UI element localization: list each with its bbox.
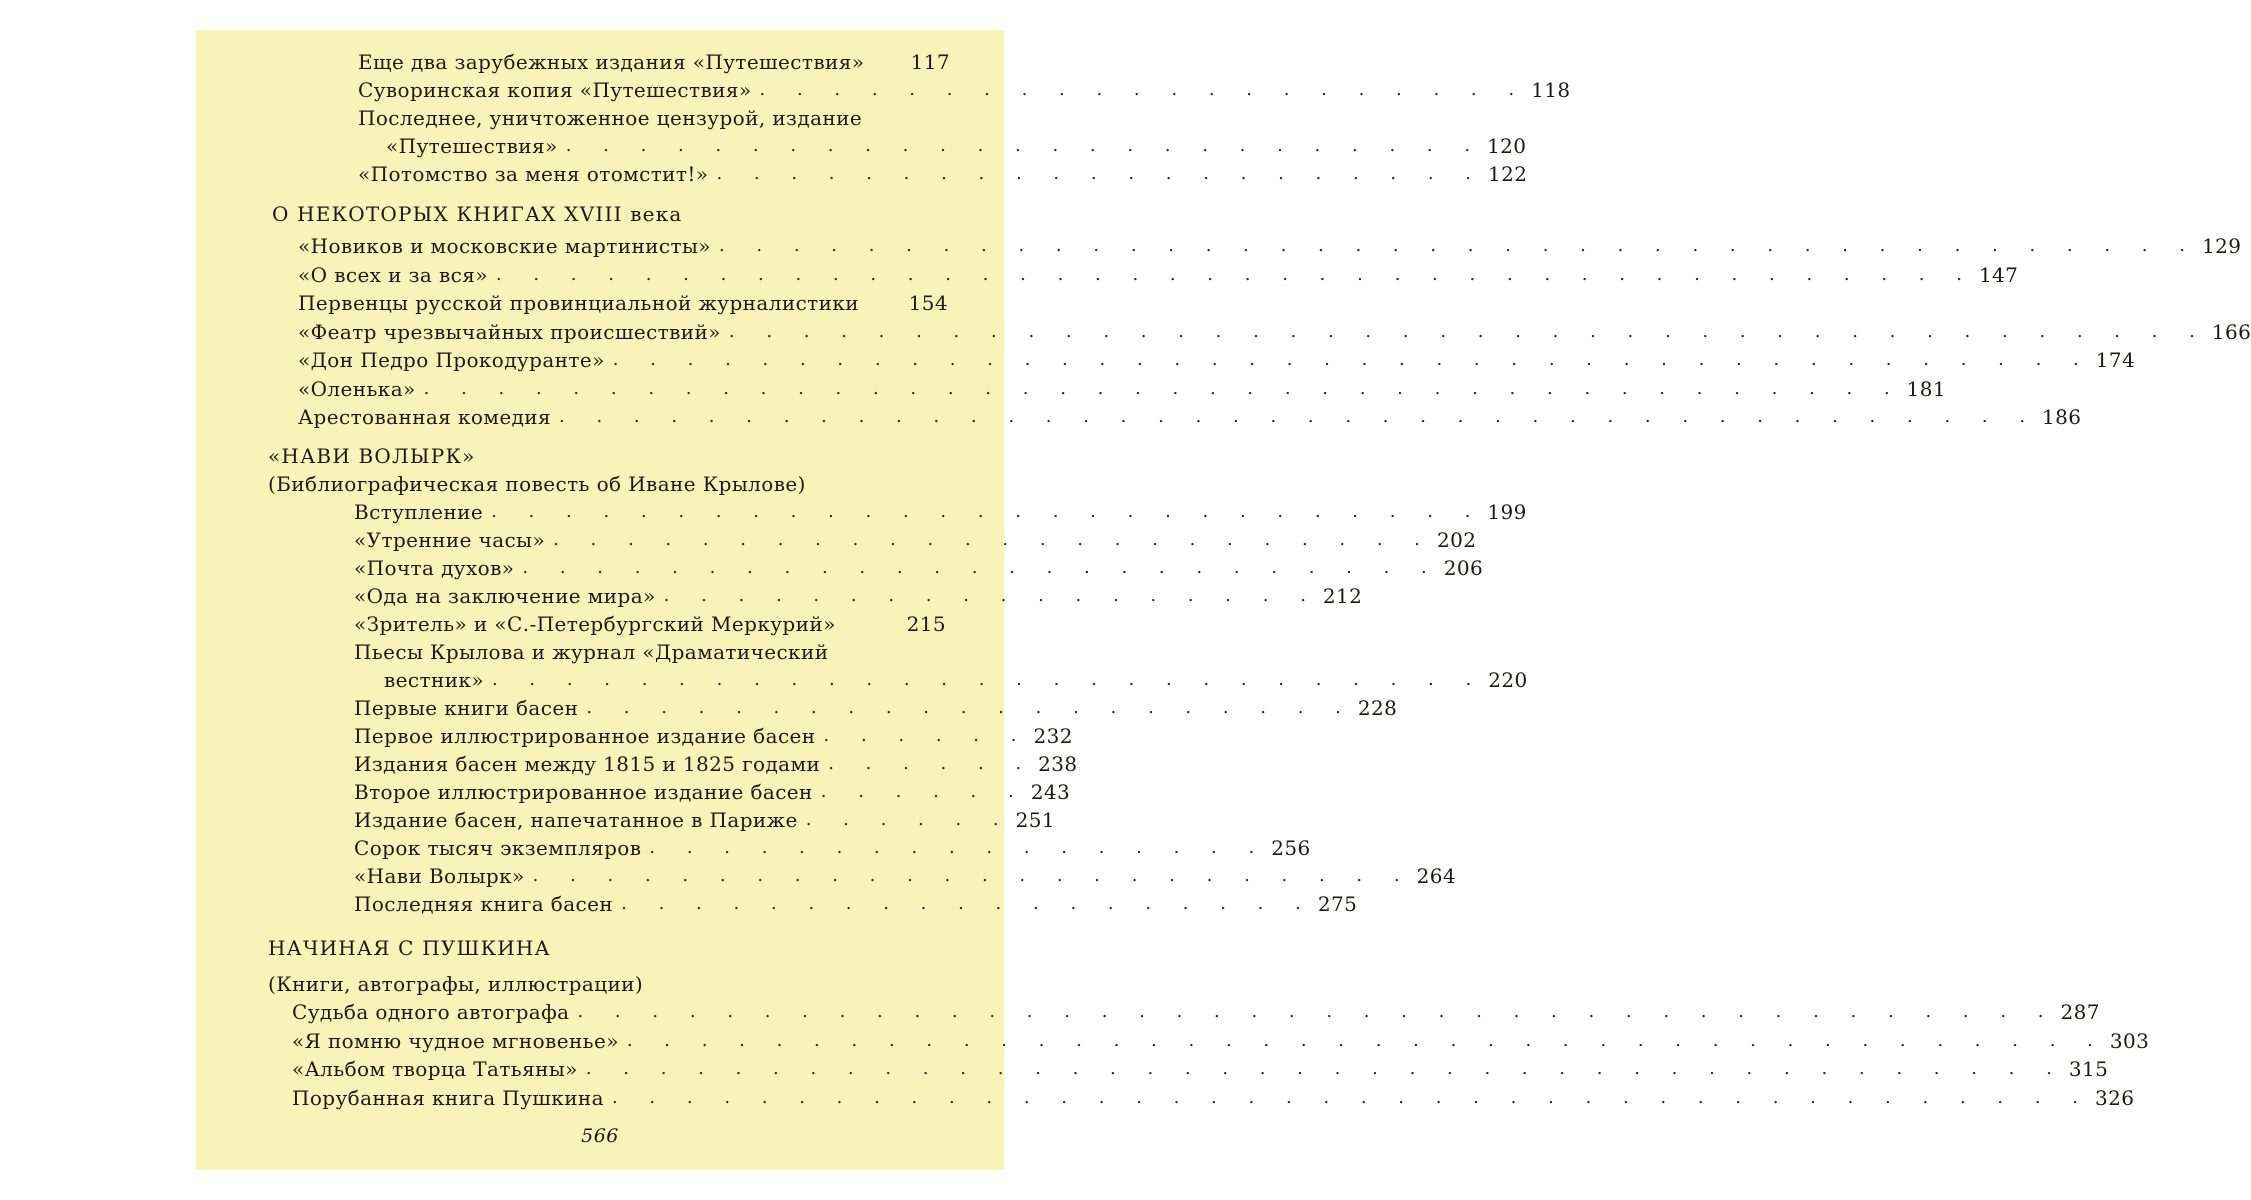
leader-dots: . . . . . . . . . . . . . . . . . . . . . . . . . . . . . . . . . . . . . . . .	[612, 349, 2092, 370]
leader-dots: . . . . . . . . . . . . . . . . . . . . . . . .	[553, 529, 1433, 550]
entry-title: «Оленька»	[298, 376, 416, 401]
section-subheading	[268, 968, 948, 996]
entry-title: Вступление	[354, 500, 484, 524]
leader-dots: . . . . . . . . . . . . . . . . . . . . . . . . . . . . . . . . . . . . . . . .	[626, 1029, 2106, 1051]
toc-entry	[358, 158, 1528, 186]
entry-title: Второе иллюстрированное издание басен	[354, 780, 813, 804]
leader-dots: . . . . . . . . . . . . . . . . . . .	[621, 893, 1314, 914]
entry-page: 215	[906, 612, 946, 636]
book-page	[196, 30, 2251, 1170]
entry-title: Суворинская копия «Путешествия»	[358, 78, 752, 102]
leader-dots: . . . . . .	[828, 753, 1035, 774]
entry-title: Пьесы Крылова и журнал «Драматический	[354, 640, 829, 664]
entry-page: 256	[1271, 836, 1311, 860]
toc-entry	[292, 1025, 2150, 1053]
entry-title: Судьба одного автографа	[292, 1000, 570, 1024]
toc-entry	[358, 46, 950, 74]
toc-entry	[354, 580, 1363, 608]
entry-page: 154	[908, 291, 948, 315]
entry-title: «Нави Волырк»	[354, 864, 525, 888]
leader-dots: . . . . . .	[823, 725, 1030, 746]
toc-entry	[354, 804, 1056, 832]
entry-title: Арестованная комедия	[298, 405, 552, 429]
entry-page: 129	[2201, 234, 2242, 258]
entry-page: 228	[1357, 696, 1398, 720]
heading-text: О НЕКОТОРЫХ КНИГАХ XVIII века	[272, 202, 683, 226]
toc-entry	[298, 230, 2242, 258]
entry-title: Еще два зарубежных издания «Путешествия»	[358, 50, 865, 74]
toc-entry	[354, 860, 1456, 888]
toc-entry	[354, 608, 946, 636]
leader-dots: . . . . . . . . . . . . . . . . . . . . . . . . . . . . . . . . . . . . . . . .	[585, 1058, 2065, 1079]
toc-entry	[292, 1082, 2135, 1110]
toc-entry-line1	[354, 636, 946, 664]
entry-page: 118	[1531, 78, 1571, 102]
leader-dots: . . . . . . . . . . . . . . . . . . . . . . . . .	[522, 557, 1440, 578]
entry-title: Порубанная книга Пушкина	[292, 1085, 604, 1110]
entry-title: «Почта духов»	[354, 556, 515, 580]
page-number: 566	[581, 1125, 619, 1147]
toc-entry-line2	[386, 130, 1527, 158]
entry-page: 287	[2060, 1000, 2100, 1024]
entry-page: 181	[1906, 376, 1947, 401]
toc-entry-line2	[384, 664, 1528, 692]
leader-dots: . . . . . . . . . . . . . . . . . . . . . . . . . . . . . . . . . . . . . . . .	[728, 320, 2208, 342]
toc-entry	[298, 287, 948, 315]
entry-title: Первенцы русской провинциальной журналистики	[298, 291, 859, 315]
toc-entry-line1	[358, 102, 950, 130]
toc-entry	[354, 692, 1398, 720]
leader-dots: . . . . . . . . . . . . . . . . . . . . . . . . . . . . . . . . . . . . . . . .	[718, 235, 2198, 256]
entry-page: 238	[1038, 752, 1078, 776]
toc-entry	[354, 748, 1078, 776]
leader-dots: . . . . . .	[820, 781, 1027, 802]
toc-entry	[292, 996, 2100, 1024]
entry-page: 315	[2068, 1057, 2109, 1081]
leader-dots: . . . . . .	[805, 809, 1012, 830]
toc-entry	[354, 552, 1484, 580]
toc-entry	[298, 373, 1947, 401]
toc-entry	[354, 524, 1477, 552]
subheading-text: (Книги, автографы, иллюстрации)	[268, 972, 644, 996]
leader-dots: . . . . . . . . . . . . . . . . . . . . . . . . . . . . . . . . . . . . . . . .	[577, 1001, 2057, 1022]
entry-page: 303	[2109, 1028, 2150, 1053]
entry-title: Последнее, уничтоженное цензурой, издание	[358, 106, 863, 130]
toc-entry	[358, 74, 1571, 102]
entry-title: Издание басен, напечатанное в Париже	[354, 808, 798, 832]
leader-dots: . . . . . . . . . . . . . . . . . .	[663, 585, 1319, 606]
entry-page: 122	[1488, 162, 1528, 186]
section-heading	[268, 440, 948, 468]
toc-entry	[354, 720, 1073, 748]
entry-page: 212	[1322, 584, 1363, 608]
entry-page: 202	[1437, 528, 1477, 552]
entry-page: 199	[1487, 500, 1527, 524]
toc-entry	[354, 832, 1311, 860]
entry-page: 264	[1416, 864, 1456, 888]
entry-title: «Ода на заключение мира»	[354, 584, 656, 608]
leader-dots: . . . . . . . . . . . . . . . . . . . . . . . . . . . . . . . . . . . . . . . .	[495, 263, 1975, 285]
entry-page: 166	[2211, 319, 2251, 344]
entry-page: 243	[1030, 780, 1071, 804]
entry-title: вестник»	[384, 668, 484, 692]
entry-page: 220	[1488, 668, 1528, 692]
entry-title: «Альбом творца Татьяны»	[292, 1057, 578, 1081]
toc-entry	[298, 316, 2251, 344]
entry-page: 117	[910, 50, 950, 74]
toc-entry	[298, 259, 2019, 287]
section-heading	[268, 932, 948, 960]
entry-page: 186	[2042, 405, 2082, 429]
heading-text: НАЧИНАЯ С ПУШКИНА	[268, 936, 551, 960]
entry-title: «Зритель» и «С.-Петербургский Меркурий»	[354, 612, 836, 636]
entry-title: Первое иллюстрированное издание басен	[354, 724, 816, 748]
entry-title: «Потомство за меня отомстит!»	[358, 162, 709, 186]
leader-dots: . . . . . . . . . . . . . . . . .	[649, 837, 1268, 858]
leader-dots: . . . . . . . . . . . . . . . . . . . . . . . . . . .	[491, 501, 1484, 522]
heading-text: «НАВИ ВОЛЫРК»	[268, 444, 476, 468]
subheading-text: (Библиографическая повесть об Иване Крылове)	[268, 472, 806, 496]
entry-title: «Путешествия»	[386, 134, 558, 158]
entry-page: 206	[1443, 556, 1484, 580]
leader-dots: . . . . . . . . . . . . . . . . . . . . .	[716, 163, 1485, 184]
leader-dots: . . . . . . . . . . . . . . . . . . . . . . . . . . . . . . . . . . . . . . . .	[611, 1086, 2091, 1108]
leader-dots: . . . . . . . . . . . . . . . . . . . . . . . . .	[565, 135, 1484, 156]
entry-page: 147	[1978, 262, 2019, 287]
leader-dots: . . . . . . . . . . . . . . . . . . . . . . . . . . .	[491, 669, 1485, 690]
entry-page: 326	[2095, 1085, 2135, 1110]
entry-title: «Утренние часы»	[354, 528, 546, 552]
toc-entry	[298, 401, 2082, 429]
entry-title: Издания басен между 1815 и 1825 годами	[354, 752, 821, 776]
entry-title: Последняя книга басен	[354, 892, 614, 916]
entry-title: Сорок тысяч экземпляров	[354, 836, 642, 860]
toc-entry	[298, 344, 2136, 372]
toc-entry	[354, 496, 1527, 524]
entry-page: 251	[1015, 808, 1056, 832]
entry-page: 174	[2095, 348, 2136, 372]
toc-entry	[354, 776, 1071, 804]
toc-entry	[292, 1053, 2109, 1081]
section-heading	[272, 198, 952, 226]
entry-title: «О всех и за вся»	[298, 262, 488, 287]
leader-dots: . . . . . . . . . . . . . . . . . . . . . . . . . . . . . . . . . . . . . . . .	[559, 406, 2039, 427]
leader-dots: . . . . . . . . . . . . . . . . . . . . . . . .	[532, 865, 1413, 886]
entry-page: 275	[1317, 892, 1358, 916]
entry-page: 120	[1487, 134, 1527, 158]
entry-title: «Дон Педро Прокодуранте»	[298, 348, 605, 372]
leader-dots: . . . . . . . . . . . . . . . . . . . . .	[759, 79, 1528, 100]
entry-title: Первые книги басен	[354, 696, 579, 720]
entry-page: 232	[1033, 724, 1073, 748]
leader-dots: . . . . . . . . . . . . . . . . . . . . .	[586, 697, 1354, 718]
entry-title: «Феатр чрезвычайных происшествий»	[298, 319, 721, 344]
entry-title: «Новиков и московские мартинисты»	[298, 234, 711, 258]
leader-dots: . . . . . . . . . . . . . . . . . . . . . . . . . . . . . . . . . . . . . . . .	[423, 377, 1903, 399]
entry-title: «Я помню чудное мгновенье»	[292, 1028, 619, 1053]
toc-entry	[354, 888, 1358, 916]
section-subheading	[268, 468, 948, 496]
